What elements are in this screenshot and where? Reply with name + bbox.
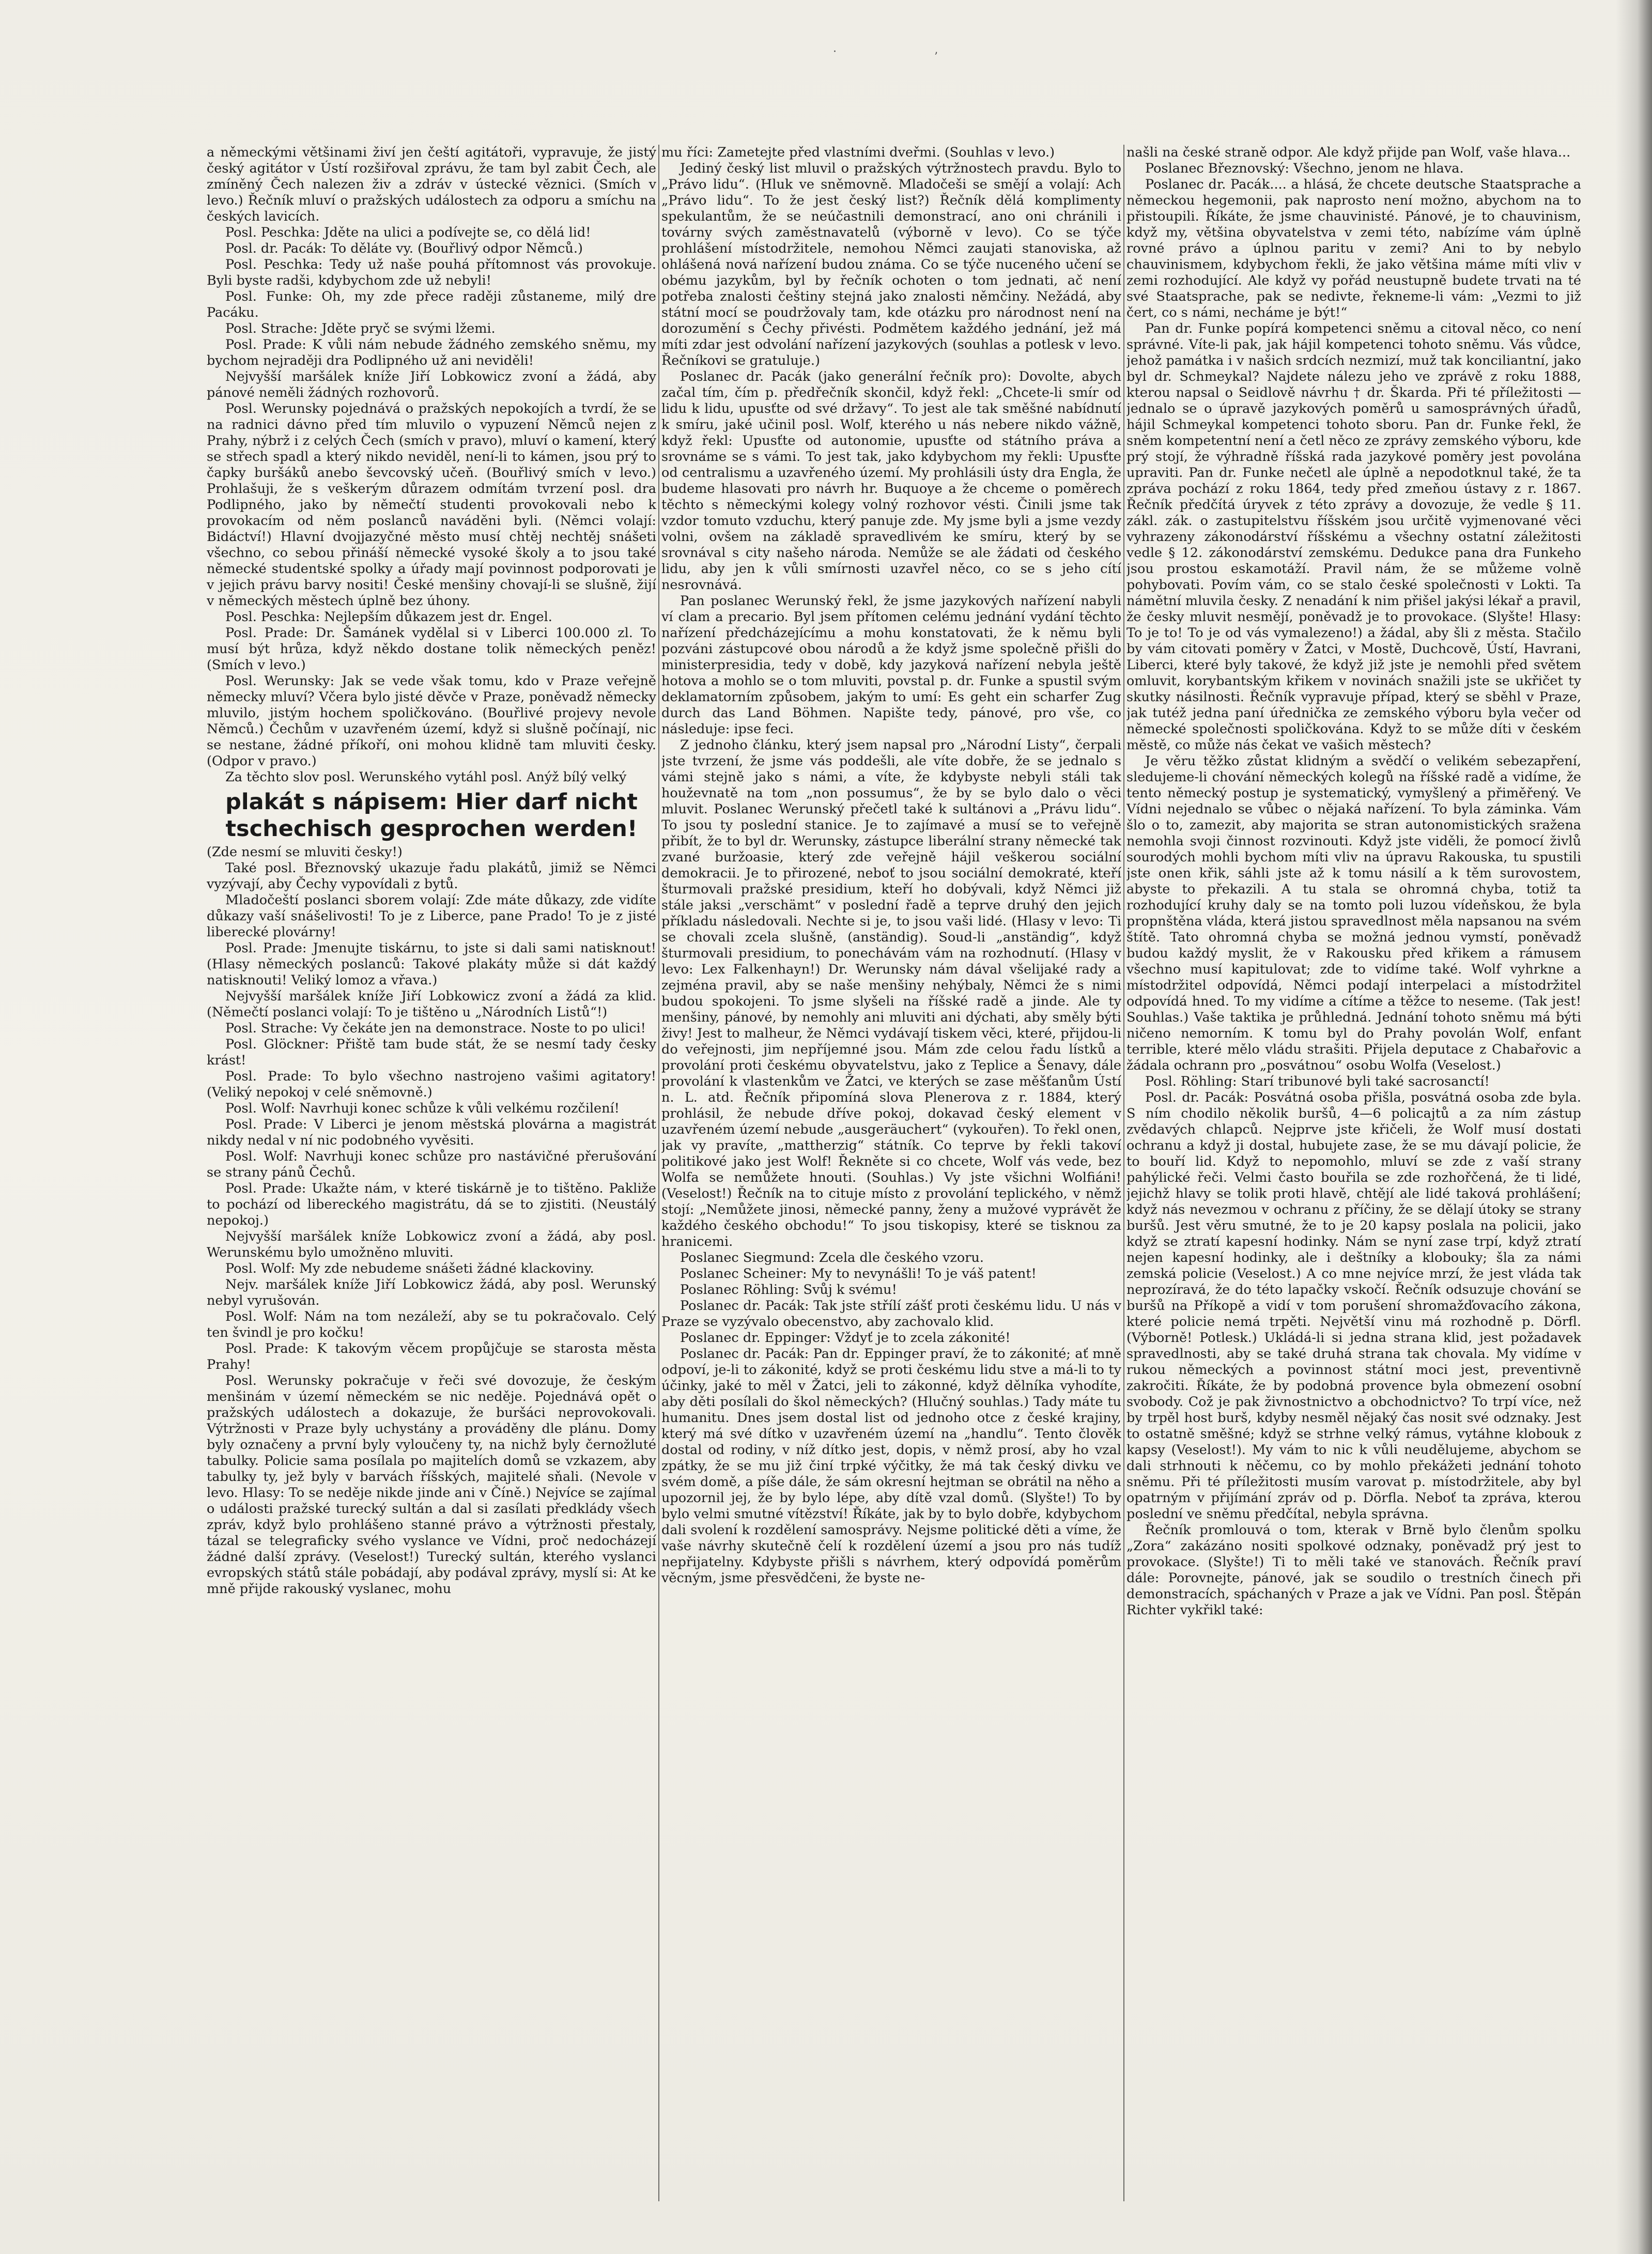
paragraph: Nejvyšší maršálek kníže Jiří Lobkowicz zvoní a žádá za klid. (Němečtí poslanci volají: To je tištěno u „Národních Listů“!) <box>207 989 656 1020</box>
top-mark-right: ’ <box>934 51 938 64</box>
paragraph: Poslanec Siegmund: Zcela dle českého vzoru. <box>680 1250 984 1265</box>
paragraph: Nejvyšší maršálek kníže Lobkowicz zvoní a žádá, aby posl. Werunskému bylo umožněno mluviti. <box>207 1229 656 1260</box>
paragraph: Nejvyšší maršálek kníže Jiří Lobkowicz zvoní a žádá, aby pánové neměli žádných rozhovorů. <box>207 369 656 400</box>
paragraph: Je věru těžko zůstat klidným a svědčí o velikém sebezapření, sledujeme-li chování německých kolegů na říšské radě a vidíme, že tento německý postup je systematický, vymyšlený a přiměřený. Ve Vídni nejednalo se vůbec o nějaká nařízení. To byla záminka. Vám šlo o to, zamezit, aby majorita se stran autonomistických sražena nemohla svoji činnost rozvinouti. Když jste viděli, že pomocí živlů sourodých mohli bychom míti vliv na úpravu Rakouska, tu spustili jste onen křik, sáhli jste až k tomu násilí a k těm surovostem, abyste to překazili. A tu stala se ohromná chyba, totiž ta rozhodující kruhy daly se na tomto poli luzou vídeňskou, že byla propnštěna vláda, která jistou spravedlnost měla napsanou na svém štítě. Tato ohromná chyba se možná jednou vymstí, poněvadž budou každý myslit, že v Rakousku před křikem a rámusem všechno musí kapitulovat; zde to vidíme také. Wolf vyhrkne a místodržitel odpovídá, Němci podají interpelaci a místodržitel odpovídá hned. To my vidíme a cítíme a těžce to neseme. (Tak jest! Souhlas.) Vaše taktika je průhledná. Jednání tohoto sněmu má býti ničeno nemorním. K tomu byl do Prahy povolán Wolf, enfant terrible, které mělo vládu strašiti. Přijela deputace z Chabařovic a žádala ochrann pro „posvátnou“ osobu Wolfa (Veselost.) <box>1126 753 1581 1073</box>
paragraph: Řečník promlouvá o tom, kterak v Brně bylo členům spolku „Zora“ zakázáno nositi spolkové odznaky, poněvadž prý jest to provokace. (Slyšte!) Ti to měli také ve stanovách. Řečník praví dále: Porovnejte, pánové, jak se soudilo o trestních činech při demonstracích, spáchaných v Praze a jak ve Vídni. Pan posl. Štěpán Richter vykřikl také: <box>1126 1522 1581 1618</box>
text-column-2 <box>661 145 1121 2201</box>
paragraph: Poslanec Březnovský: Všechno, jenom ne hlava. <box>1145 161 1464 176</box>
paragraph: Poslanec Scheiner: My to nevynášli! To je váš patent! <box>680 1266 1037 1282</box>
paragraph: Posl. Peschka: Tedy už naše pouhá přítomnost vás provokuje. Byli byste radši, kdybychom zde už nebyli! <box>207 257 656 288</box>
paragraph: mu říci: Zametejte před vlastními dveřmi. (Souhlas v levo.) <box>661 145 1055 160</box>
paragraph: Z jednoho článku, který jsem napsal pro „Národní Listy“, čerpali jste tvrzení, že jsme vás poddešli, ale víte dobře, že se jednalo s vámi stejně jako s námi, a víte, že kdybyste nebyli stáli tak houževnatě na tom „non possumus“, že by se bylo dalo o věci mluvit. Poslanec Werunský přečetl také k sultánovi a „Právu lidu“. To jsou ty poslední stanice. Je to zajímavé a musí se to veřejně přibít, že to byl dr. Werunsky, zástupce liberální strany německé tak zvané buržoasie, který zde veřejně hájil veškerou sociální demokracii. Je to přirozené, neboť to jsou sociální demokraté, kteří šturmovali pražské presidium, kteří ho dobývali, když Němci již stále jaksi „verschämt“ v poslední řadě a teprve druhý den jejich příkladu následovali. Nechte si je, to jsou vaši lidé. (Hlasy v levo: Ti se chovali zcela slušně, (anständig). Soud-li „anständig“, když šturmovali presidium, to ponechávám vám na rozhodnutí. (Hlasy v levo: Lex Falkenhayn!) Dr. Werunsky nám dával všelijaké rady a zejména pravil, aby se naše menšiny nehýbaly, Němci že s nimi budou spokojeni. To jsme slyšeli na říšské radě a jinde. Ale ty menšiny, pánové, by nemohly ani mluviti ani dýchati, aby směly býti živy! Jest to malheur, že Němci vydávají tiskem věci, které, přijdou-li do veřejnosti, jim nepříjemné jsou. Mám zde celou řadu lístků a provolání proti českému obyvatelstvu, jako z Teplice a Šenavy, dále provolání k vlastenkům ve Žatci, ve kterých se zase měšťanům Ústí n. L. atd. Řečník připomíná slova Plenerova z r. 1884, který prohlásil, že nebude dříve pokoj, dokavad český element v uzavřeném území nebude „ausgeräuchert“ (vykouřen). To řekl onen, jak vy pravíte, „mattherzig“ státník. Co teprve by řekli takoví politikové jako jest Wolf! Řekněte si co chcete, Wolf vás vede, bez Wolfa se nemůžete hnouti. (Souhlas.) Vy jste všichni Wolfiáni! (Veselost!) Řečník na to cituje místo z provolání teplického, v němž stojí: „Nemůžete jinosi, německé panny, ženy a mužové vyprávět že každého českého obchodu!“ To jsou tiskopisy, které se tisknou za hranicemi. <box>661 737 1121 1249</box>
paragraph: Posl. Strache: Jděte pryč se svými lžemi. <box>225 321 496 336</box>
text-column-1 <box>207 145 656 2201</box>
paragraph: Také posl. Březnovský ukazuje řadu plakátů, jimiž se Němci vyzývají, aby Čechy vypovídali z bytů. <box>207 860 656 892</box>
paragraph: Posl. Peschka: Nejlepším důkazem jest dr. Engel. <box>225 609 552 625</box>
paragraph: Posl. Prade: To bylo všechno nastrojeno vašimi agitatory! (Veliký nepokoj v celé sněmovně.) <box>207 1069 656 1100</box>
paragraph: Posl. Wolf: Navrhuji konec schůze k vůli velkému rozčilení! <box>225 1101 620 1116</box>
paragraph: Posl. Prade: Jmenujte tiskárnu, to jste si dali sami natisknout! (Hlasy německých poslanců: Takové plakáty může si dát každý natisknouti! Veliký lomoz a vřava.) <box>207 940 656 988</box>
paragraph: Posl. Wolf: My zde nebudeme snášeti žádné klackoviny. <box>225 1261 594 1276</box>
paragraph: Poslanec dr. Eppinger: Vždyť je to zcela zákonité! <box>680 1330 1011 1346</box>
paragraph: Posl. dr. Pacák: To děláte vy. (Bouřlivý odpor Němců.) <box>225 241 583 256</box>
paragraph: Posl. Funke: Oh, my zde přece raději zůstaneme, milý dre Pacáku. <box>207 289 656 320</box>
paragraph: Nejv. maršálek kníže Jiří Lobkowicz žádá, aby posl. Werunský nebyl vyrušován. <box>207 1277 656 1308</box>
paragraph: Mladočeští poslanci sborem volají: Zde máte důkazy, zde vidíte důkazy vaší snášelivosti! To je z Liberce, pane Prado! To je z jisté liberecké plovárny! <box>207 892 656 940</box>
paragraph: Posl. Werunsky pokračuje v řeči své dovozuje, že českým menšinám v území německém se nic neděje. Pojednává opět o pražských událostech a dokazuje, že buršáci neprovokovali. Výtržnosti v Praze byly uchystány a prováděny dle plánu. Domy byly označeny a první byly vyloučeny ty, na nichž byly černožluté tabulky. Policie sama posílala po majitelích domů se vzkazem, aby tabulky ty, jež byly v barvách říšských, majitelé sňali. (Nevole v levo. Hlasy: To se neděje nikde jinde ani v Číně.) Nejvíce se zajímal o události pražské turecký sultán a dal si zasílati předklády všech zpráv, když bylo prohlášeno stanné právo a výtržnosti přestaly, tázal se telegraficky svého vyslance ve Vídni, proč nedocházejí žádné další zprávy. (Veselost!) Turecký sultán, kterého vyslanci evropských států stále pobádají, aby podával zprávy, myslí si: At ke mně přijde rakouský vyslanec, mohu <box>207 1373 656 1597</box>
page-edge-shadow <box>1616 0 1652 2254</box>
text-column-3 <box>1126 145 1581 2201</box>
paragraph: Poslanec Röhling: Svůj k svému! <box>680 1282 897 1298</box>
paragraph: Pan poslanec Werunský řekl, že jsme jazykových nařízení nabyli ví clam a precario. Byl jsem přítomen celému jednání vydání těchto nařízení předcházejícímu a mohu konstatovati, že k němu byli pozváni zástupcové obou národů a že když jsme společně přišli do ministerpresidia, tedy v době, kdy jazyková nařízení nebyla ještě hotova a mohlo se o tom mluviti, povstal p. dr. Funke a spustil svým deklamatorním způsobem, jakým to umí: Es geht ein scharfer Zug durch das Land Böhmen. Napište tedy, pánové, pro vše, co následuje: ipse feci. <box>661 593 1121 737</box>
paragraph: Posl. Prade: Dr. Šamánek vydělal si v Liberci 100.000 zl. To musí být hrůza, když někdo dostane tolik německých peněz! (Smích v levo.) <box>207 625 656 673</box>
paragraph: Pan dr. Funke popírá kompetenci sněmu a citoval něco, co není správné. Víte-li pak, jak hájil kompetenci tohoto sněmu. Vás vůdce, jehož památka i v našich srdcích nezmizí, muž tak konciliantní, jako byl dr. Schmeykal? Najdete nálezu jeho ve zprávě z roku 1888, kterou napsal o Seidlově návrhu † dr. Škarda. Při té příležitosti — jednalo se o úpravě jazykových poměrů u samosprávných úřadů, hájil Schmeykal kompetenci tohoto sboru. Pan dr. Funke řekl, že sněm kompetentní není a četl něco ze zprávy zemského výboru, kde prý stojí, že výhradně říšská rada jazykové poměry jest povolána upraviti. Pan dr. Funke nečetl ale úplně a nepodotknul také, že ta zpráva pochází z roku 1864, tedy před zmeňou ústavy z r. 1867. Řečník předčítá úryvek z této zprávy a dovozuje, že vedle § 11. zákl. zák. o zastupitelstvu říšském jsou určitě vyjmenované věci vyhrazeny zákonodárství říšskému a všechny ostatní záležitosti vedle § 12. zákonodárství zemskému. Dedukce pana dra Funkeho jsou prostou eskamotáží. Pravil nám, že se můžeme volně pohybovati. Povím vám, co se stalo české společnosti v Lokti. Ta námětní mluvila česky. Z nenadání k nim přišel jakýsi lékař a pravil, že česky mluvit nesmějí, poněvadž je to provokace. (Slyšte! Hlasy: To je to! To je od vás vymalezeno!) a žádal, aby šli z města. Stačilo by vám citovati poměry v Žatci, v Mostě, Duchcově, Ústí, Havrani, Liberci, které byly takové, že když již jste je nemohli před světem omluvit, korybantským křikem v novinách snažili jste se ukřičet ty skutky násilnosti. Řečník vypravuje případ, který se sběhl v Praze, jak tutéž jedna paní úřednička ze zemského výboru byla večer od německé společnosti spoličkována. Když to se může díti v českém městě, co může nás čekat ve vašich městech? <box>1126 321 1581 753</box>
paragraph: Posl. Wolf: Nám na tom nezáleží, aby se tu pokračovalo. Celý ten švindl je pro kočku! <box>207 1309 656 1340</box>
column-rule-1 <box>658 145 659 2201</box>
paragraph: Jediný český list mluvil o pražských výtržnostech pravdu. Bylo to „Právo lidu“. (Hluk ve sněmovně. Mladočeši se smějí a volají: Ach „Právo lidu“. To že jest český list?) Řečník dělá komplimenty spekulantům, že se neúčastnili demonstrací, ano oni chránili i továrny svých zaměstnavatelů (výborně v levo). Co se týče prohlášení místodržitele, nemohou Němci zaujati stanoviska, až ohlášená nová nařízení budou známa. Co se týče nuceného učení se obému jazykům, byl by řečník ochoten o tom jednati, ač není potřeba znalosti češtiny stejná jako znalosti němčiny. Nežádá, aby státní mocí se poudržovaly tam, kde otázku pro národnost není na dorozumění s Čechy přivésti. Podmětem každého jednání, jež má míti zdar jest odvolání nařízení jazykových (souhlas a potlesk v levo. Řečníkovi se gratuluje.) <box>661 161 1121 368</box>
paragraph: Posl. Werunsky pojednává o pražských nepokojích a tvrdí, že se na radnici dávno před tím mluvilo o vypuzení Němců nejen z Prahy, nýbrž i z celých Čech (smích v pravo), mluví o kamení, který se střech spadl a který nikdo neviděl, není-li to kámen, jsou prý to čapky buršáků anebo ševcovský učeň. (Bouřlivý smích v levo.) Prohlašuji, že s veškerým důrazem odmítám tvrzení posl. dra Podlipného, jako by němečtí studenti provokovali nebo k provokacím od něm poslanců naváděni byli. (Němci volají: Bidáctví!) Hlavní dvojjazyčné město musí chtěj nechtěj snášeti všechno, co sebou přináší německé vysoké školy a to jsou také německé studentské spolky a úřady mají povinnost podporovati je v jejich právu barvy nositi! České menšiny chovají-li se slušně, žijí v německých městech úplně bez úhony. <box>207 401 656 609</box>
paragraph: Posl. Prade: V Liberci je jenom městská plovárna a magistrát nikdy nedal v ní nic podobného vyvěsiti. <box>207 1117 656 1148</box>
paragraph: Posl. dr. Pacák: Posvátná osoba přišla, posvátná osoba zde byla. S ním chodilo několik buršů, 4—6 policajtů a za ním zástup zvědavých chlapců. Nejprve jste křičeli, že Wolf musí dostati ochranu a když ji dostal, hubujete zase, že se mu dávají policie, že to bouří lid. Když to nepomohlo, mluví se zde z vaší strany pahýlické řeči. Velmi často bouřila se zde rozhořčená, že ti lidé, jejichž hlavy se tolik proti hlavě, chtějí ale lidé taková prohlášení; když nás nevezmou v ochranu z příčiny, že se dělají útoky se strany buršů. Jest věru smutné, že to je 20 kapsy poslala na policii, jako když se ztratí kapesní hodinky. Nám se nyní zase trpí, když ztratí nejen kapesní hodinky, ale i deštníky a klobouky; šla za námi zemská policie (Veselost.) A co mne nejvíce mrzí, že jest vláda tak neprozíravá, že do této lapačky vskočí. Řečník odsuzuje chování se buršů na Příkopě a vidí v tom porušení shromažďovacího zákona, které policie nemá trpěti. Největší vinu má rozhodně p. Dörfl. (Výborně! Potlesk.) Ukládá-li si jedna strana klid, jest požadavek spravedlnosti, aby se také druhá strana tak chovala. My vidíme v rukou německých a povinnost státní moci jest, preventivně zakročiti. Říkáte, že by podobná provence byla obmezení osobní svobody. Což je pak živnostnictvo a obchodnictvo? To trpí více, než by trpěl host burš, kdyby nesměl nějaký čas nosit své odznaky. Jest to ostatně směšné; když se strhne velký rámus, vytáhne klobouk z kapsy (Veselost!). My vám to nic k vůli neudělujeme, abychom se dali strhnouti k něčemu, co by mohlo překážeti jednání tohoto sněmu. Při té příležitosti musím varovat p. místodržitele, aby byl opatrným v přijímání zpráv od p. Dörfla. Neboť ta zpráva, kterou poslední ve sněmu předčítal, nebyla správna. <box>1126 1090 1581 1522</box>
paragraph: Posl. Prade: K vůli nám nebude žádného zemského sněmu, my bychom nejraději dra Podlipného už ani neviděli! <box>207 337 656 368</box>
paragraph: našli na české straně odpor. Ale když přijde pan Wolf, vaše hlava... <box>1126 145 1571 160</box>
paragraph: Poslanec dr. Pacák: Pan dr. Eppinger praví, že to zákonité; ať mně odpoví, je-li to zákonité, když se proti českému lidu stve a má-li to ty účinky, jaké to měl v Žatci, jeli to zákonné, když dělníka vyhodíte, aby děti posílali do škol německých? (Hlučný souhlas.) Tady máte tu humanitu. Dnes jsem dostal list od jednoho otce z české krajiny, který má své dítko v uzavřeném území na „handlu“. Tento člověk dostal od rodiny, v níž dítko jest, dopis, v němž prosí, aby ho vzal zpátky, že se mu již činí trpké výčitky, že má tak český divku ve svém domě, a píše dále, že sám okresní hejtman se obrátil na něho a upozornil jej, že by bylo lépe, aby dítě vzal domů. (Slyšte!) To by bylo velmi smutné vítězství! Říkáte, jak by to bylo dobře, kdybychom dali svolení k rozdělení samosprávy. Nejsme politické děti a víme, že vaše návrhy skutečně čelí k rozdělení území a jsou pro nás tudíž nepřijatelny. Kdybyste přišli s návrhem, který odpovídá poměrům věcným, jsme přesvědčeni, že byste ne- <box>661 1346 1121 1586</box>
paragraph: Posl. Röhling: Starí tribunové byli také sacrosanctí! <box>1145 1074 1490 1089</box>
paragraph: Posl. Prade: K takovým věcem propůjčuje se starosta města Prahy! <box>207 1341 656 1372</box>
column-rule-2 <box>1123 145 1124 2201</box>
paragraph: Posl. Prade: Ukažte nám, v které tiskárně je to tištěno. Pakliže to pochází od libereckého magistrátu, dá se to zjistiti. (Neustálý nepokoj.) <box>207 1181 656 1228</box>
paragraph: a německými většinami živí jen čeští agitátoři, vypravuje, že jistý český agitátor v Ústí rozšiřoval zprávu, že tam byl zabit Čech, ale zmíněný Čech nalezen živ a zdráv v ústecké věznici. (Smích v levo.) Řečník mluví o pražských událostech za odporu a smíchu na českých lavicích. <box>207 145 656 224</box>
paragraph: Posl. Strache: Vy čekáte jen na demonstrace. Noste to po ulici! <box>225 1021 646 1036</box>
paragraph: Za těchto slov posl. Werunského vytáhl posl. Anýž bílý velký <box>225 769 627 785</box>
paragraph: (Zde nesmí se mluviti česky!) <box>207 844 403 860</box>
paragraph: Posl. Werunsky: Jak se vede však tomu, kdo v Praze veřejně německy mluví? Včera bylo jisté děvče v Praze, poněvadž německy mluvilo, jistým hochem spoličkováno. (Bouřlivé projevy nevole Němců.) Čechům v uzavřeném území, když si slušně počínají, nic se nestane, žádné příkoří, oni mohou klidně tam mluviti česky. (Odpor v pravo.) <box>207 673 656 769</box>
top-mark-left: · <box>833 45 837 58</box>
paragraph: Poslanec dr. Pacák.... a hlásá, že chcete deutsche Staatsprache a německou hegemonii, pak naprosto není možno, abychom na to přistoupili. Říkáte, že jsme chauvinisté. Pánové, je to chauvinism, když my, většina obyvatelstva v zemi této, nabízíme vám úplně rovné právo a úplnou paritu v zemi? Ani to by nebylo chauvinismem, kdybychom řekli, že jako většina máme míti vliv v zemi rozhodující. Ale když vy pořád neustupně budete trvati na té své Staatsprache, pak se nedivte, řekneme-li vám: „Vezmi to již čert, co s námi, necháme je být!“ <box>1126 177 1581 320</box>
paragraph: Poslanec dr. Pacák: Tak jste střílí zášť proti českému lidu. U nás v Praze se vyzývalo obecenstvo, aby zachovalo klid. <box>661 1298 1121 1330</box>
paragraph: Posl. Peschka: Jděte na ulici a podívejte se, co dělá lid! <box>225 225 591 240</box>
paragraph: Poslanec dr. Pacák (jako generální řečník pro): Dovolte, abych začal tím, čím p. předřečník skončil, když řekl: „Chcete-li smír od lidu k lidu, upusťte od své državy“. To jest ale tak směšné nabídnutí k smíru, jaké učinil posl. Wolf, kterého u nás nebere nikdo vážně, když řekl: Upusťte od autonomie, upusťte od státního práva a srovnáme se s vámi. To jest tak, jako kdybychom my řekli: Upusťte od centralismu a uzavřeného území. My prohlásili ústy dra Engla, že budeme hlasovati pro návrh hr. Buquoye a že chceme o poměrech těchto s německými kolegy volný rozhovor vésti. Činili jsme tak vzdor tomuto vzduchu, který panuje zde. My jsme byli a jsme vezdy volni, ovšem na základě spravedlivém ke smíru, který by se srovnával s city našeho národa. Nemůže se ale žádati od českého lidu, aby jen k vůli smírnosti uzavřel něco, co se s jeho cítí nesrovnává. <box>661 369 1121 593</box>
headline-plakat: plakát s nápisem: Hier darf nicht tschechisch gesprochen werden! <box>225 789 638 842</box>
paragraph: Posl. Wolf: Navrhuji konec schůze pro nastávičné přerušování se strany pánů Čechů. <box>207 1149 656 1180</box>
paragraph: Posl. Glöckner: Přiště tam bude stát, že se nesmí tady česky krást! <box>207 1037 656 1068</box>
